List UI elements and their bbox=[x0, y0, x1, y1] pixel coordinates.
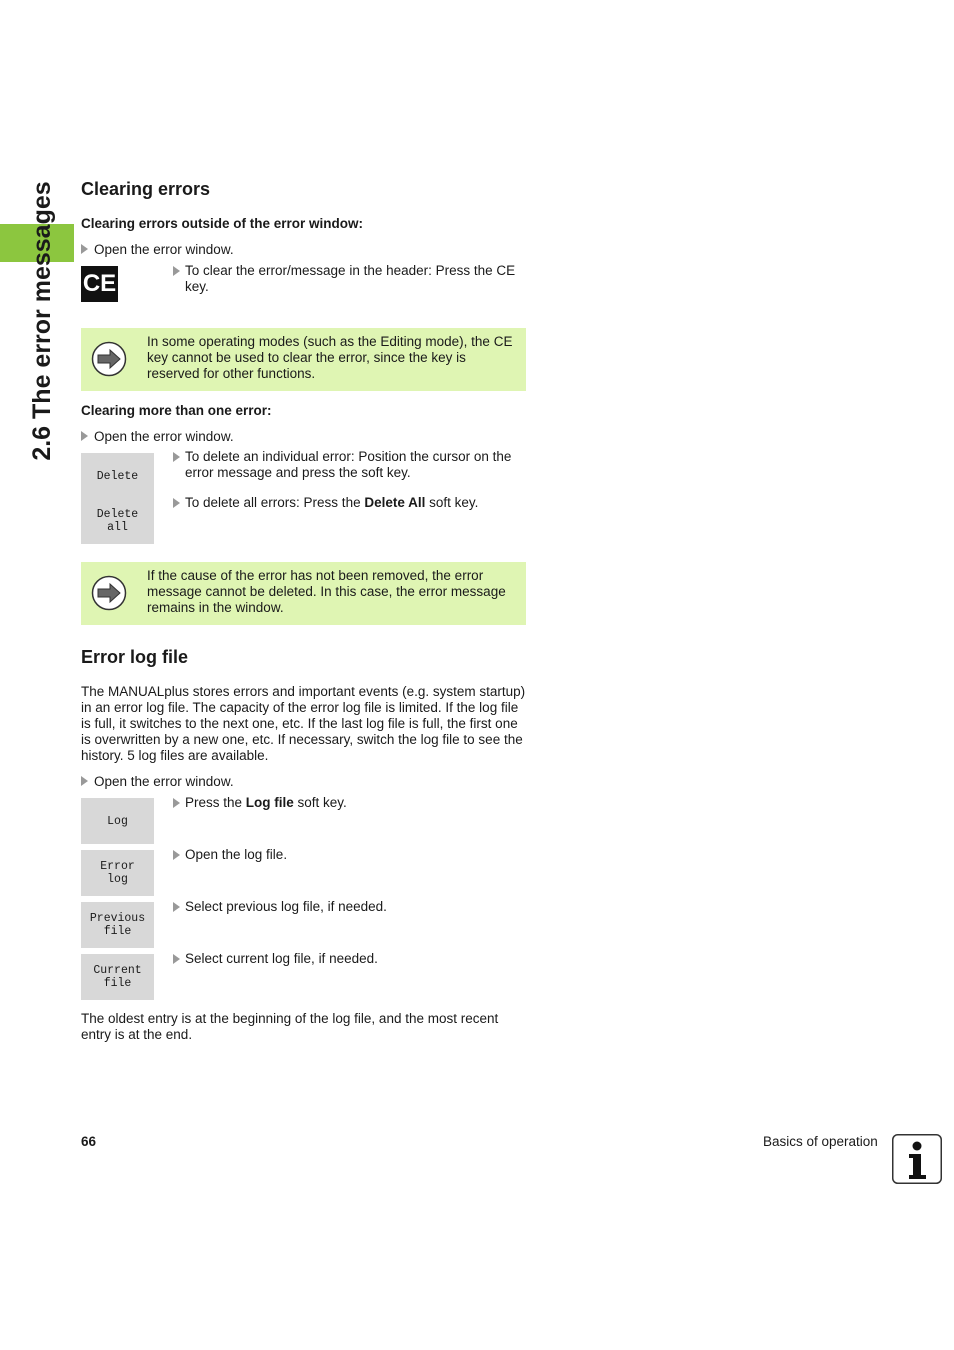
step-delete-single: To delete an individual error: Position the cursor on the error message and press the soft key. bbox=[173, 449, 525, 481]
subheading-more-than-one: Clearing more than one error: bbox=[81, 403, 272, 418]
ce-key[interactable]: CE bbox=[81, 266, 118, 302]
softkey-current-file[interactable]: Current file bbox=[81, 954, 154, 1000]
page-number: 66 bbox=[81, 1134, 97, 1149]
softkey-error-log[interactable]: Error log bbox=[81, 850, 154, 896]
softkey-delete[interactable]: Delete bbox=[96, 470, 139, 483]
step-ce-key: To clear the error/message in the header: Press the CE key. bbox=[173, 263, 523, 295]
chapter-side-title: 2.6 The error messages bbox=[28, 181, 56, 461]
closing-paragraph: The oldest entry is at the beginning of the log file, and the most recent entry is at the end. bbox=[81, 1011, 499, 1042]
note-box-1 bbox=[81, 328, 526, 391]
arrow-right-icon bbox=[91, 341, 127, 377]
step-previous-file: Select previous log file, if needed. bbox=[173, 899, 525, 915]
step-open-window-2: Open the error window. bbox=[81, 429, 234, 445]
step-open-window-1: Open the error window. bbox=[81, 242, 234, 258]
softkey-log-file[interactable]: Log bbox=[81, 798, 154, 844]
bullet-triangle-icon bbox=[173, 452, 180, 462]
note-text-1: In some operating modes (such as the Editing mode), the CE key cannot be used to clear the error, since the key is reserved for other functions. bbox=[147, 334, 513, 381]
bullet-triangle-icon bbox=[173, 902, 180, 912]
bullet-triangle-icon bbox=[173, 954, 180, 964]
arrow-right-icon bbox=[91, 575, 127, 611]
bullet-triangle-icon bbox=[81, 244, 88, 254]
footer-section-title: Basics of operation bbox=[763, 1134, 878, 1149]
section-title-clearing-errors: Clearing errors bbox=[81, 179, 211, 199]
softkey-delete-group bbox=[81, 453, 154, 544]
step-open-window-3: Open the error window. bbox=[81, 774, 234, 790]
step-log-file: Press the Log file soft key. bbox=[173, 795, 525, 811]
note-text-2: If the cause of the error has not been removed, the error message cannot be deleted. In this case, the error message remains in the window. bbox=[147, 568, 506, 615]
bullet-triangle-icon bbox=[173, 798, 180, 808]
subheading-outside-window: Clearing errors outside of the error window: bbox=[81, 216, 364, 231]
bullet-triangle-icon bbox=[173, 266, 180, 276]
step-delete-all: To delete all errors: Press the Delete All soft key. bbox=[173, 495, 525, 511]
error-log-paragraph: The MANUALplus stores errors and important events (e.g. system startup) in an error log file. The capacity of the error log file is limited. If the log file is full, it switches to the next one, etc. If the last log file is full, the first one is overwritten by a new one, etc. If necessary, switch the log file to see the history. 5 log files are available. bbox=[81, 684, 526, 763]
note-box-2 bbox=[81, 562, 526, 625]
info-icon bbox=[892, 1134, 942, 1184]
bullet-triangle-icon bbox=[173, 498, 180, 508]
softkey-delete-all[interactable]: Delete all bbox=[96, 508, 139, 534]
step-current-file: Select current log file, if needed. bbox=[173, 951, 525, 967]
step-open-log: Open the log file. bbox=[173, 847, 525, 863]
bullet-triangle-icon bbox=[81, 431, 88, 441]
bullet-triangle-icon bbox=[81, 776, 88, 786]
section-title-error-log: Error log file bbox=[81, 647, 189, 667]
softkey-previous-file[interactable]: Previous file bbox=[81, 902, 154, 948]
bullet-triangle-icon bbox=[173, 850, 180, 860]
